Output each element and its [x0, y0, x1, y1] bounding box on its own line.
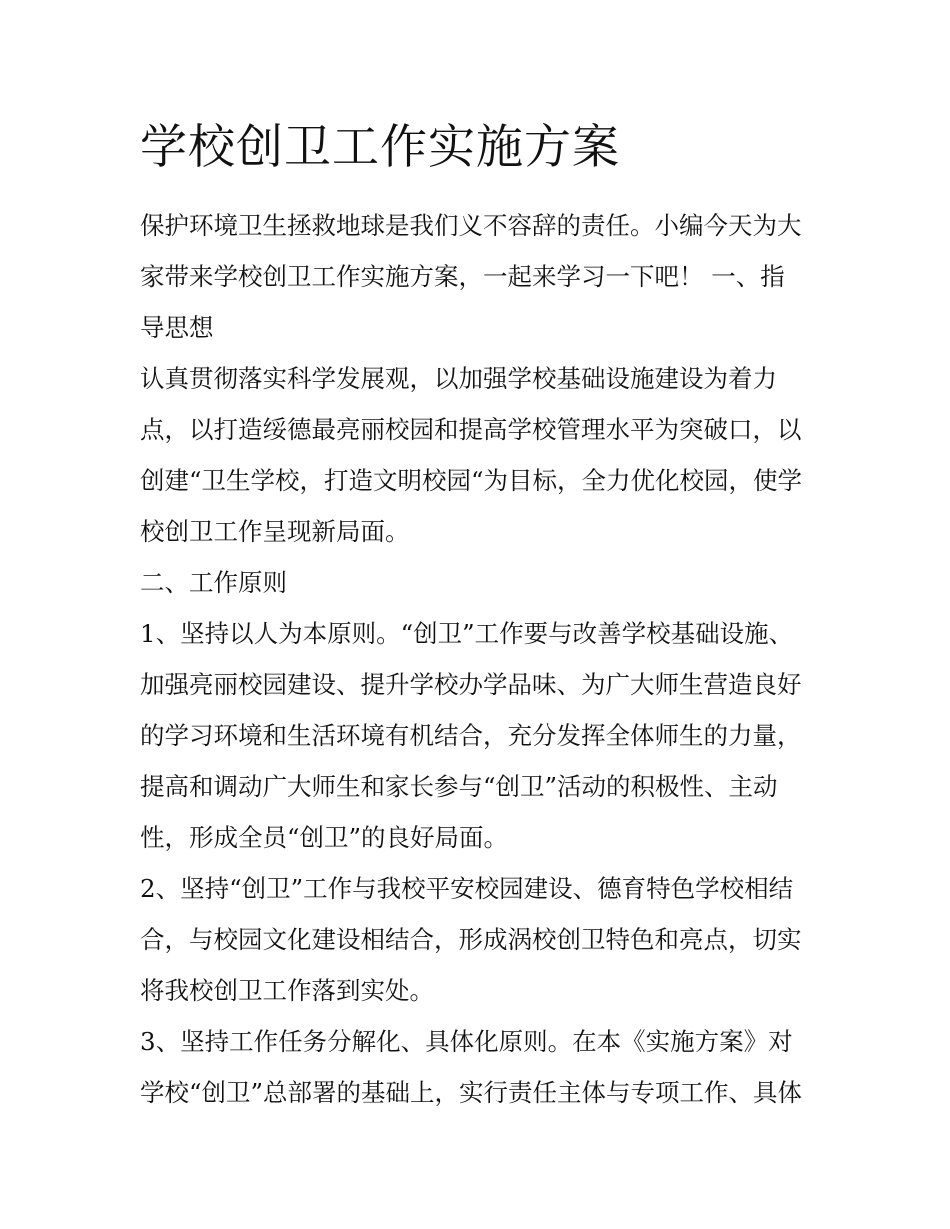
text-line: 3、坚持工作任务分解化、具体化原则。在本《实施方案》对 [140, 1027, 793, 1056]
text-line: 性，形成全员“创卫”的良好局面。 [140, 823, 509, 852]
text-line: 2、坚持“创卫”工作与我校平安校园建设、德育特色学校相结 [140, 874, 794, 903]
text-line: 校创卫工作呈现新局面。 [140, 517, 410, 546]
text-line: 合，与校园文化建设相结合，形成涡校创卫特色和亮点，切实 [140, 925, 802, 954]
text-line: 将我校创卫工作落到实处。 [140, 976, 434, 1005]
paragraph-principle-2 [140, 863, 812, 1016]
paragraph-principle-1 [140, 608, 812, 863]
section-heading-principles [140, 557, 812, 608]
document-title: 学校创卫工作实施方案 [140, 120, 620, 175]
text-line: 创建“卫生学校，打造文明校园“为目标，全力优化校园，使学 [140, 466, 803, 495]
text-line: 保护环境卫生拯救地球是我们义不容辞的责任。小编今天为大 [140, 211, 802, 240]
paragraph-principle-3 [140, 1016, 812, 1118]
text-line: 认真贯彻落实科学发展观，以加强学校基础设施建设为着力 [140, 364, 777, 393]
document-body [140, 200, 812, 1118]
paragraph-intro [140, 200, 812, 353]
text-line: 1、坚持以人为本原则。“创卫”工作要与改善学校基础设施、 [140, 619, 794, 648]
document-page [140, 112, 812, 1118]
text-line: 家带来学校创卫工作实施方案，一起来学习一下吧！ 一、指 [140, 262, 785, 291]
text-line: 加强亮丽校园建设、提升学校办学品味、为广大师生营造良好 [140, 670, 802, 699]
text-line: 导思想 [140, 313, 214, 342]
text-line: 的学习环境和生活环境有机结合，充分发挥全体师生的力量， [140, 721, 802, 750]
text-line: 提高和调动广大师生和家长参与“创卫”活动的积极性、主动 [140, 772, 778, 801]
paragraph-guiding-ideology [140, 353, 812, 557]
text-line: 点，以打造绥德最亮丽校园和提高学校管理水平为突破口，以 [140, 415, 802, 444]
text-line: 学校“创卫”总部署的基础上，实行责任主体与专项工作、具体 [140, 1078, 803, 1107]
section-heading: 二、工作原则 [140, 568, 287, 597]
